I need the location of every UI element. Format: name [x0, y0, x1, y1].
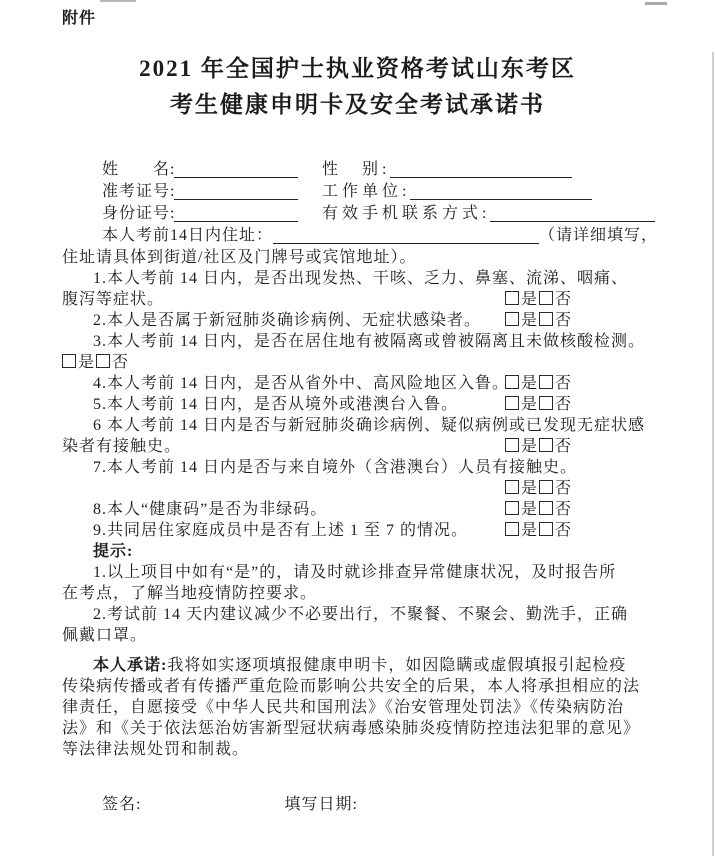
question-7-line: [62, 457, 655, 478]
checkbox-no-label: 否: [555, 501, 573, 518]
q7-yes-no-checkboxes: [505, 480, 573, 497]
tips-heading: 提示:: [93, 543, 134, 560]
q3-checkbox-yes[interactable]: [62, 352, 95, 373]
checkbox-icon: [539, 480, 553, 494]
checkbox-yes-label: 是: [521, 291, 539, 308]
checkbox-icon: [505, 438, 519, 452]
work-unit-input-line[interactable]: [410, 184, 592, 200]
commitment-line-5: 等法律法规处罚和制裁。: [62, 741, 250, 758]
question-6-line-2: [62, 436, 655, 457]
checkbox-icon: [539, 438, 553, 452]
checkbox-no-label: 否: [112, 354, 130, 371]
signature-row: [62, 794, 655, 815]
question-9-line: [62, 520, 655, 541]
date-label: 填写日期:: [284, 796, 358, 813]
phone-label: 有效手机联系方式:: [322, 205, 491, 222]
address-label: 本人考前14日内住址：: [102, 227, 274, 244]
q7-checkbox-no[interactable]: [539, 478, 572, 499]
question-1-text-cont: 腹泻等症状。: [62, 291, 165, 308]
scan-artifact: [712, 52, 714, 856]
question-5-line: [62, 394, 655, 415]
commitment-line-1: [62, 655, 655, 676]
question-6-text-cont: 染者有接触史。: [62, 438, 182, 455]
checkbox-yes-label: 是: [521, 501, 539, 518]
q5-checkbox-no[interactable]: [539, 394, 572, 415]
checkbox-yes-label: 是: [521, 438, 539, 455]
q2-yes-no-checkboxes: [505, 312, 573, 329]
tip-2-line-1: 2.考试前 14 天内建议减少不必要出行，不聚餐、不聚会、勤洗手，正确: [93, 606, 629, 623]
checkbox-icon: [539, 396, 553, 410]
commitment-line-2: 传染病传播或者有传播严重危险而影响公共安全的后果，本人将承担相应的法: [62, 678, 641, 695]
question-2-text: 2.本人是否属于新冠肺炎确诊病例、无症状感染者。: [93, 312, 482, 329]
q7-checkbox-yes[interactable]: [505, 478, 538, 499]
checkbox-icon: [505, 312, 519, 326]
tip-2-line-2: 佩戴口罩。: [62, 627, 148, 644]
document-body: [62, 159, 659, 815]
question-8-line: [62, 499, 655, 520]
q6-checkbox-no[interactable]: [539, 436, 572, 457]
question-8-text: 8.本人“健康码”是否为非绿码。: [93, 501, 328, 518]
q1-checkbox-no[interactable]: [539, 289, 572, 310]
page-title: [0, 51, 715, 123]
checkbox-yes-label: 是: [521, 522, 539, 539]
checkbox-no-label: 否: [555, 438, 573, 455]
form-row-ticket-workunit: [62, 181, 655, 203]
address-note-part2: 住址请具体到街道/社区及门牌号或宾馆地址）。: [62, 249, 417, 266]
tips-section: [62, 541, 655, 646]
form-row-address: [62, 225, 659, 247]
id-number-label: 身份证号:: [102, 205, 176, 222]
signature-label: 签名:: [102, 796, 142, 813]
question-6-text: 6 本人考前 14 日内是否与新冠肺炎确诊病例、疑似病例或已发现无症状感: [93, 417, 646, 434]
checkbox-icon: [505, 480, 519, 494]
q9-checkbox-yes[interactable]: [505, 520, 538, 541]
question-7-text: 7.本人考前 14 日内是否与来自境外（含港澳台）人员有接触史。: [93, 459, 578, 476]
question-2-line: [62, 310, 655, 331]
question-3-line: [62, 331, 655, 352]
commitment-text: 我将如实逐项填报健康申明卡，如因隐瞒或虚假填报引起检疫: [167, 657, 627, 674]
q4-yes-no-checkboxes: [505, 375, 573, 392]
name-label: 姓 名:: [102, 161, 176, 178]
checkbox-icon: [505, 375, 519, 389]
question-4-line: [62, 373, 655, 394]
question-1-line-1: [62, 268, 655, 289]
q4-checkbox-yes[interactable]: [505, 373, 538, 394]
q9-yes-no-checkboxes: [505, 522, 573, 539]
checkbox-no-label: 否: [555, 522, 573, 539]
page-title-line-1: 2021 年全国护士执业资格考试山东考区: [139, 56, 576, 81]
checkbox-icon: [96, 354, 110, 368]
q5-checkbox-yes[interactable]: [505, 394, 538, 415]
checkbox-icon: [539, 501, 553, 515]
q8-checkbox-yes[interactable]: [505, 499, 538, 520]
form-row-id-phone: [62, 203, 655, 225]
checkbox-yes-label: 是: [521, 396, 539, 413]
question-4-text: 4.本人考前 14 日内，是否从省外中、高风险地区入鲁。: [93, 375, 510, 392]
tip-1-line-1: 1.以上项目中如有“是”的，请及时就诊排查异常健康状况，及时报告所: [93, 564, 617, 581]
work-unit-label: 工作单位:: [322, 183, 411, 200]
q2-checkbox-yes[interactable]: [505, 310, 538, 331]
question-9-text: 9.共同居住家庭成员中是否有上述 1 至 7 的情况。: [93, 522, 469, 539]
checkbox-icon: [539, 522, 553, 536]
name-input-line[interactable]: [174, 162, 298, 178]
admission-ticket-label: 准考证号:: [102, 183, 176, 200]
commitment-line-4: 法》和《关于依法惩治妨害新型冠状病毒感染肺炎疫情防控违法犯罪的意见》: [62, 720, 641, 737]
checkbox-yes-label: 是: [521, 375, 539, 392]
question-3-text: 3.本人考前 14 日内，是否在居住地有被隔离或曾被隔离且未做核酸检测。: [93, 333, 646, 350]
address-note-line2: [62, 247, 655, 268]
checkbox-icon: [539, 375, 553, 389]
question-7-checkbox-line: [62, 478, 655, 499]
phone-input-line[interactable]: [490, 206, 655, 222]
q4-checkbox-no[interactable]: [539, 373, 572, 394]
q3-checkbox-no[interactable]: [96, 352, 129, 373]
checkbox-icon: [505, 501, 519, 515]
question-3-checkbox-line: [62, 352, 655, 373]
checkbox-yes-label: 是: [521, 312, 539, 329]
checkbox-icon: [539, 312, 553, 326]
q6-checkbox-yes[interactable]: [505, 436, 538, 457]
q9-checkbox-no[interactable]: [539, 520, 572, 541]
scan-artifact: [100, 0, 136, 2]
checkbox-yes-label: 是: [521, 480, 539, 497]
id-number-input-line[interactable]: [174, 206, 298, 222]
address-input-line[interactable]: [273, 228, 539, 244]
checkbox-icon: [505, 522, 519, 536]
checkbox-no-label: 否: [555, 312, 573, 329]
health-questions-section: [62, 268, 655, 541]
tip-1-line-2: 在考点，了解当地疫情防控要求。: [62, 585, 318, 602]
admission-ticket-input-line[interactable]: [174, 184, 298, 200]
question-5-text: 5.本人考前 14 日内，是否从境外或港澳台入鲁。: [93, 396, 459, 413]
gender-label: 性 别:: [322, 161, 391, 178]
checkbox-no-label: 否: [555, 396, 573, 413]
q1-checkbox-yes[interactable]: [505, 289, 538, 310]
checkbox-icon: [505, 396, 519, 410]
commitment-lead: 本人承诺:: [93, 657, 168, 674]
q2-checkbox-no[interactable]: [539, 310, 572, 331]
attachment-label: 附件: [62, 10, 97, 27]
address-note-part1: （请详细填写，: [539, 227, 659, 244]
page-title-line-2: 考生健康申明卡及安全考试承诺书: [170, 92, 545, 117]
q1-yes-no-checkboxes: [505, 291, 573, 308]
personal-info-section: [62, 159, 659, 268]
checkbox-yes-label: 是: [78, 354, 96, 371]
checkbox-icon: [539, 291, 553, 305]
question-1-line-2: [62, 289, 655, 310]
q5-yes-no-checkboxes: [505, 396, 573, 413]
checkbox-icon: [505, 291, 519, 305]
scan-artifact: [645, 2, 667, 5]
checkbox-no-label: 否: [555, 375, 573, 392]
gender-input-line[interactable]: [390, 162, 572, 178]
form-row-name-gender: [62, 159, 655, 181]
checkbox-no-label: 否: [555, 480, 573, 497]
q3-yes-no-checkboxes: [62, 354, 130, 371]
question-6-line-1: [62, 415, 655, 436]
q6-yes-no-checkboxes: [505, 438, 573, 455]
commitment-section: [62, 655, 655, 760]
commitment-line-3: 律责任，自愿接受《中华人民共和国刑法》《治安管理处罚法》《传染病防治: [62, 699, 625, 716]
q8-yes-no-checkboxes: [505, 501, 573, 518]
checkbox-no-label: 否: [555, 291, 573, 308]
checkbox-icon: [62, 354, 76, 368]
question-1-text: 1.本人考前 14 日内，是否出现发热、干咳、乏力、鼻塞、流涕、咽痛、: [93, 270, 629, 287]
q8-checkbox-no[interactable]: [539, 499, 572, 520]
